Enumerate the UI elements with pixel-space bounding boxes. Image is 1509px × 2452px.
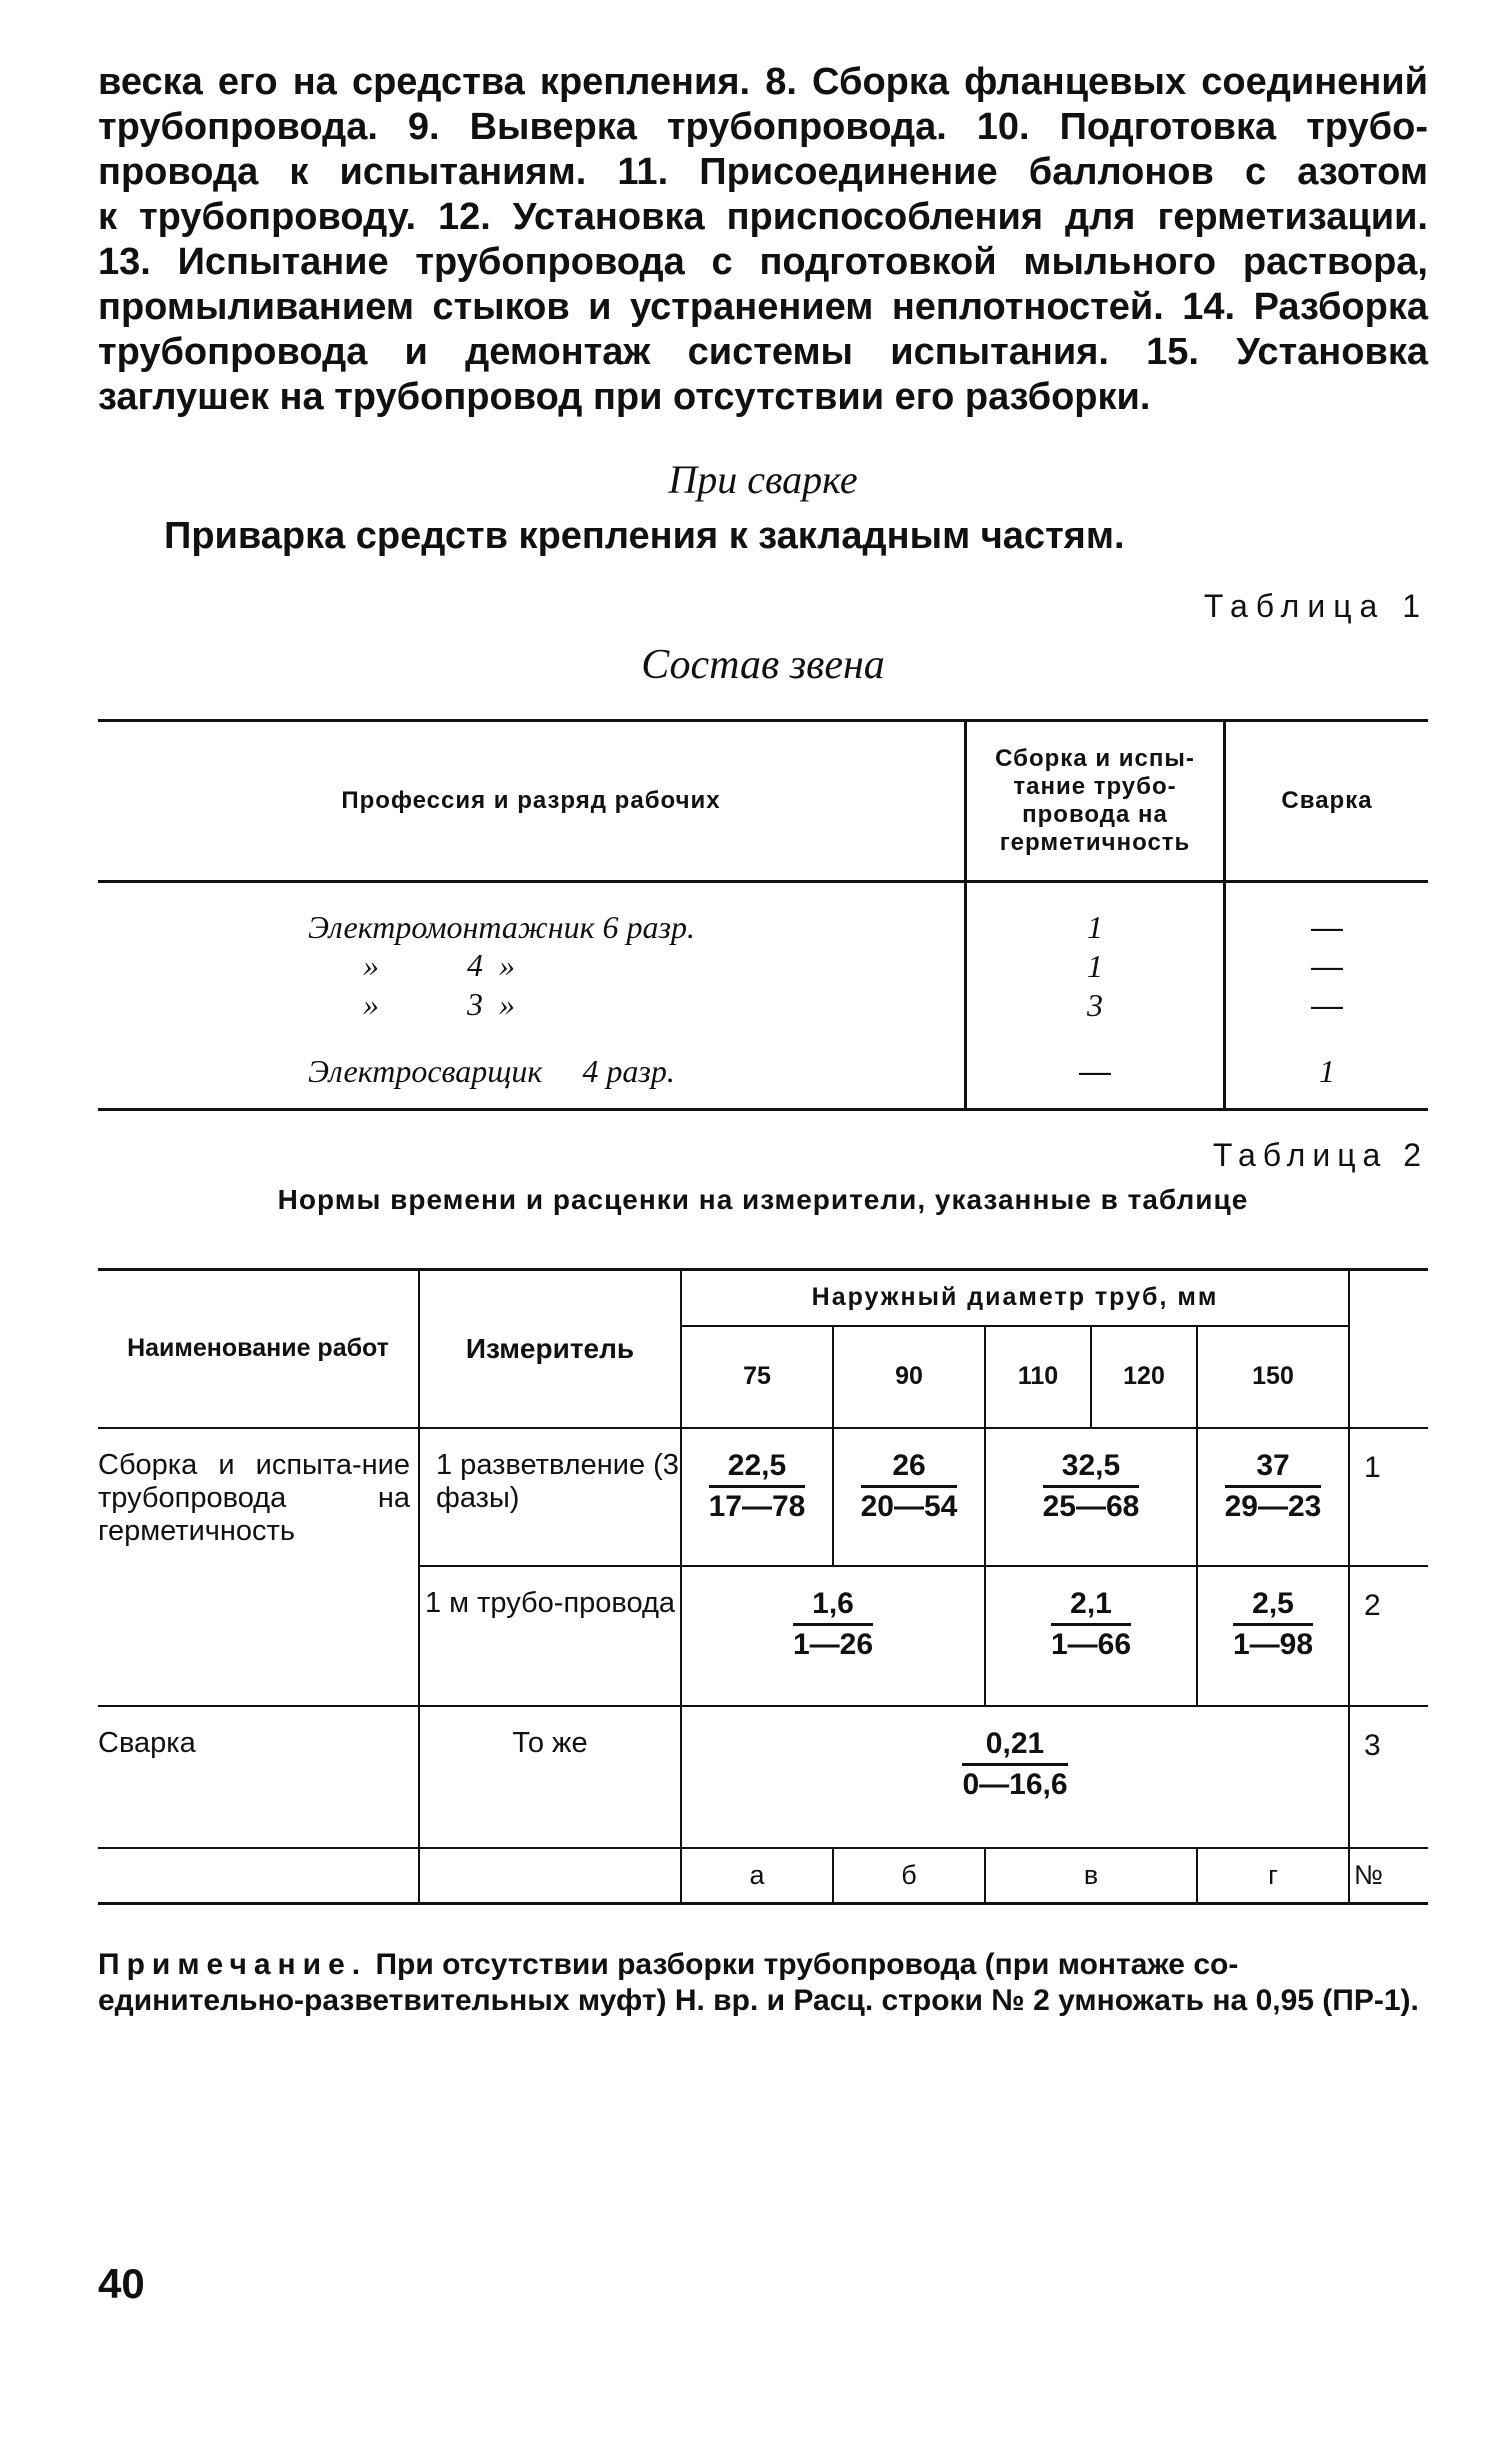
value-cell — [681, 1428, 833, 1566]
footer-number-sign: № — [1349, 1848, 1428, 1904]
table-row — [98, 947, 1428, 986]
intro-line: промыливанием стыков и устранением неплотностей. 14. Разборка — [98, 286, 1428, 328]
row-number: 1 — [1349, 1428, 1428, 1566]
table-row — [98, 882, 1428, 948]
unit-cell: 1 м трубо-провода — [419, 1566, 681, 1706]
value-cell — [1197, 1428, 1349, 1566]
rate: 20—54 — [860, 1489, 958, 1523]
value-cell — [1197, 1566, 1349, 1706]
footer-letter: а — [681, 1848, 833, 1904]
value-cell — [985, 1428, 1197, 1566]
crew-table — [98, 719, 1428, 1111]
row-number: 3 — [1349, 1706, 1428, 1848]
intro-line: трубопровода. 9. Выверка трубопровода. 10. Подготовка трубо- — [98, 106, 1428, 148]
time-norm: 0,21 — [962, 1727, 1067, 1766]
assembly-cell: 1 — [966, 947, 1225, 986]
welding-cell: — — [1225, 947, 1429, 986]
header-d90: 90 — [833, 1326, 985, 1428]
welding-cell: — — [1225, 882, 1429, 948]
footer-letter: в — [985, 1848, 1197, 1904]
assembly-cell: 1 — [966, 882, 1225, 948]
intro-paragraph — [98, 60, 1428, 420]
table-row — [98, 1428, 1428, 1566]
time-norm: 2,5 — [1233, 1587, 1313, 1626]
header-d75: 75 — [681, 1326, 833, 1428]
intro-line: 13. Испытание трубопровода с подготовкой мыльного раствора, — [98, 241, 1428, 283]
value-cell — [681, 1706, 1349, 1848]
table-row — [98, 1025, 1428, 1110]
row-number: 2 — [1349, 1566, 1428, 1706]
value-cell — [681, 1566, 985, 1706]
header-profession: Профессия и разряд рабочих — [98, 721, 966, 882]
rate: 0—16,6 — [962, 1767, 1068, 1801]
rate: 17—78 — [708, 1489, 806, 1523]
profession-cell: Электросварщик 4 разр. — [308, 1053, 675, 1089]
note-label: Примечание. — [98, 1948, 368, 1981]
time-norm: 37 — [1225, 1449, 1322, 1488]
profession-cell: Электромонтажник 6 разр. — [308, 909, 696, 945]
rate: 1—66 — [1050, 1627, 1132, 1661]
header-unit: Измеритель — [419, 1270, 681, 1428]
header-diameter: Наружный диаметр труб, мм — [681, 1270, 1349, 1326]
header-d150: 150 — [1197, 1326, 1349, 1428]
section-heading: При сварке — [668, 457, 858, 502]
value-cell — [985, 1566, 1197, 1706]
work-cell: Сварка — [98, 1706, 419, 1848]
table-row — [98, 1706, 1428, 1848]
rate: 1—98 — [1232, 1627, 1314, 1661]
section-text: Приварка средств крепления к закладным частям. — [164, 515, 1125, 557]
welding-cell: 1 — [1225, 1025, 1429, 1110]
time-norm: 2,1 — [1051, 1587, 1131, 1626]
work-cell: Сборка и испыта-ние трубопровода на герметичность — [98, 1428, 419, 1706]
note-text: При отсутствии разборки трубопровода (при монтаже со-единительно-разветвительных муфт) Н. вр. и Расц. строки № 2 умножать на 0,95 (ПР-1). — [98, 1948, 1419, 2017]
rate: 25—68 — [1042, 1489, 1140, 1523]
header-work: Наименование работ — [98, 1270, 419, 1428]
intro-line: трубопровода и демонтаж системы испытания. 15. Установка — [98, 331, 1428, 373]
table1-caption: Таблица 1 — [1203, 588, 1428, 624]
time-norm: 22,5 — [709, 1449, 806, 1488]
intro-line: провода к испытаниям. 11. Присоединение баллонов с азотом — [98, 151, 1428, 193]
intro-line: заглушек на трубопровод при отсутствии его разборки. — [98, 376, 1151, 418]
page-content — [98, 60, 1428, 2019]
table-footer-row — [98, 1848, 1428, 1904]
rate: 29—23 — [1224, 1489, 1322, 1523]
header-d110: 110 — [985, 1326, 1091, 1428]
intro-line: веска его на средства крепления. 8. Сборка фланцевых соединений — [98, 61, 1428, 103]
header-welding: Сварка — [1225, 721, 1429, 882]
unit-cell: То же — [419, 1706, 681, 1848]
table1-title: Состав звена — [641, 642, 885, 688]
page-number: 40 — [98, 2260, 145, 2307]
table2-title: Нормы времени и расценки на измерители, указанные в таблице — [277, 1184, 1249, 1215]
unit-cell: 1 разветвление (3 фазы) — [419, 1428, 681, 1566]
profession-cell: » 4 » — [363, 947, 515, 983]
footer-letter: б — [833, 1848, 985, 1904]
intro-line: к трубопроводу. 12. Установка приспособления для герметизации. — [98, 196, 1428, 238]
welding-cell: — — [1225, 986, 1429, 1025]
header-assembly: Сборка и испы-тание трубо-провода на герметичность — [966, 721, 1225, 882]
header-num-blank — [1349, 1270, 1428, 1428]
norms-table — [98, 1268, 1428, 1905]
time-norm: 26 — [861, 1449, 958, 1488]
footer-blank — [98, 1848, 419, 1904]
footer-letter: г — [1197, 1848, 1349, 1904]
note — [98, 1947, 1428, 2019]
assembly-cell: — — [966, 1025, 1225, 1110]
table-row — [98, 986, 1428, 1025]
table2-caption: Таблица 2 — [1212, 1137, 1428, 1173]
assembly-cell: 3 — [966, 986, 1225, 1025]
time-norm: 32,5 — [1043, 1449, 1140, 1488]
rate: 1—26 — [792, 1627, 874, 1661]
value-cell — [833, 1428, 985, 1566]
header-d120: 120 — [1091, 1326, 1197, 1428]
profession-cell: » 3 » — [363, 986, 515, 1022]
footer-blank — [419, 1848, 681, 1904]
time-norm: 1,6 — [793, 1587, 873, 1626]
